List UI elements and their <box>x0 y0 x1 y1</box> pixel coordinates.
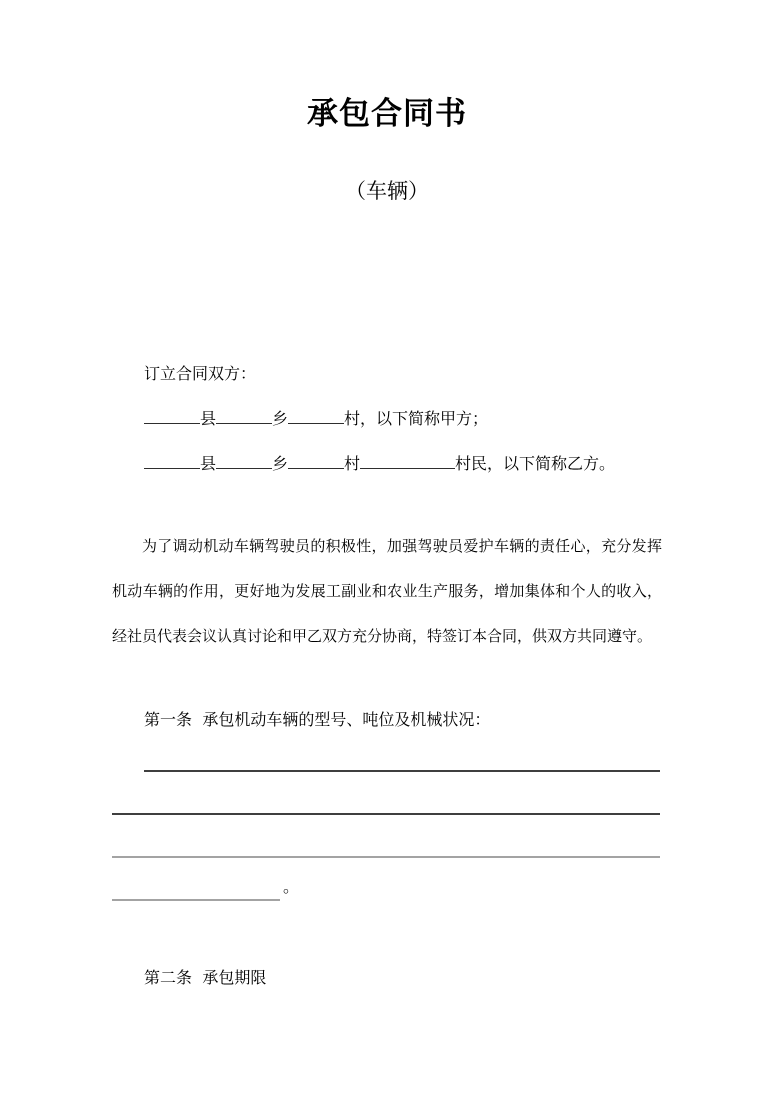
party-b-name-blank <box>360 453 455 469</box>
intro-line: 订立合同双方： <box>144 366 257 383</box>
article-1-blank-row-4 <box>112 858 662 901</box>
document-title: 承包合同书 <box>307 96 467 131</box>
preamble-line-2: 机动车辆的作用，更好地为发展工副业和农业生产服务，增加集体和个人的收入， <box>112 584 662 600</box>
party-a-line <box>112 397 662 442</box>
article-1-blank-line-2 <box>112 772 660 815</box>
article-2-heading <box>112 956 662 1001</box>
article-1-blank-line-1 <box>144 743 660 772</box>
party-a-township-label: 乡 <box>272 411 289 428</box>
article-1-number: 第一条 <box>144 712 193 729</box>
party-b-county-blank <box>144 453 200 469</box>
article-1-heading <box>112 698 662 743</box>
party-b-township-blank <box>216 453 272 469</box>
preamble-line-3: 经社员代表会议认真讨论和甲乙双方充分协商，特签订本合同，供双方共同遵守。 <box>112 629 653 645</box>
article-1-title: 承包机动车辆的型号、吨位及机械状况： <box>202 712 491 729</box>
party-a-county-blank <box>144 408 200 424</box>
article-1-blank-line-3 <box>112 815 660 858</box>
party-b-village-blank <box>288 453 344 469</box>
party-a-county-label: 县 <box>200 411 217 428</box>
party-a-suffix: 村，以下简称甲方； <box>344 411 489 428</box>
blank-terminator-period: 。 <box>283 879 300 896</box>
document-body <box>112 352 662 1001</box>
party-b-county-label: 县 <box>200 456 217 473</box>
party-b-suffix: 村民，以下简称乙方。 <box>455 456 616 473</box>
preamble-paragraph <box>112 525 662 660</box>
party-b-line <box>112 442 662 487</box>
article-2-number: 第二条 <box>144 970 193 987</box>
party-a-township-blank <box>216 408 272 424</box>
document-subtitle: （车辆） <box>345 179 429 203</box>
article-2-title: 承包期限 <box>202 970 267 987</box>
party-a-village-blank <box>288 408 344 424</box>
party-b-village-label: 村 <box>344 456 361 473</box>
preamble-line-1: 为了调动机动车辆驾驶员的积极性，加强驾驶员爱护车辆的责任心，充分发挥 <box>142 539 662 555</box>
article-1-blank-line-4 <box>112 858 280 901</box>
party-b-township-label: 乡 <box>272 456 289 473</box>
